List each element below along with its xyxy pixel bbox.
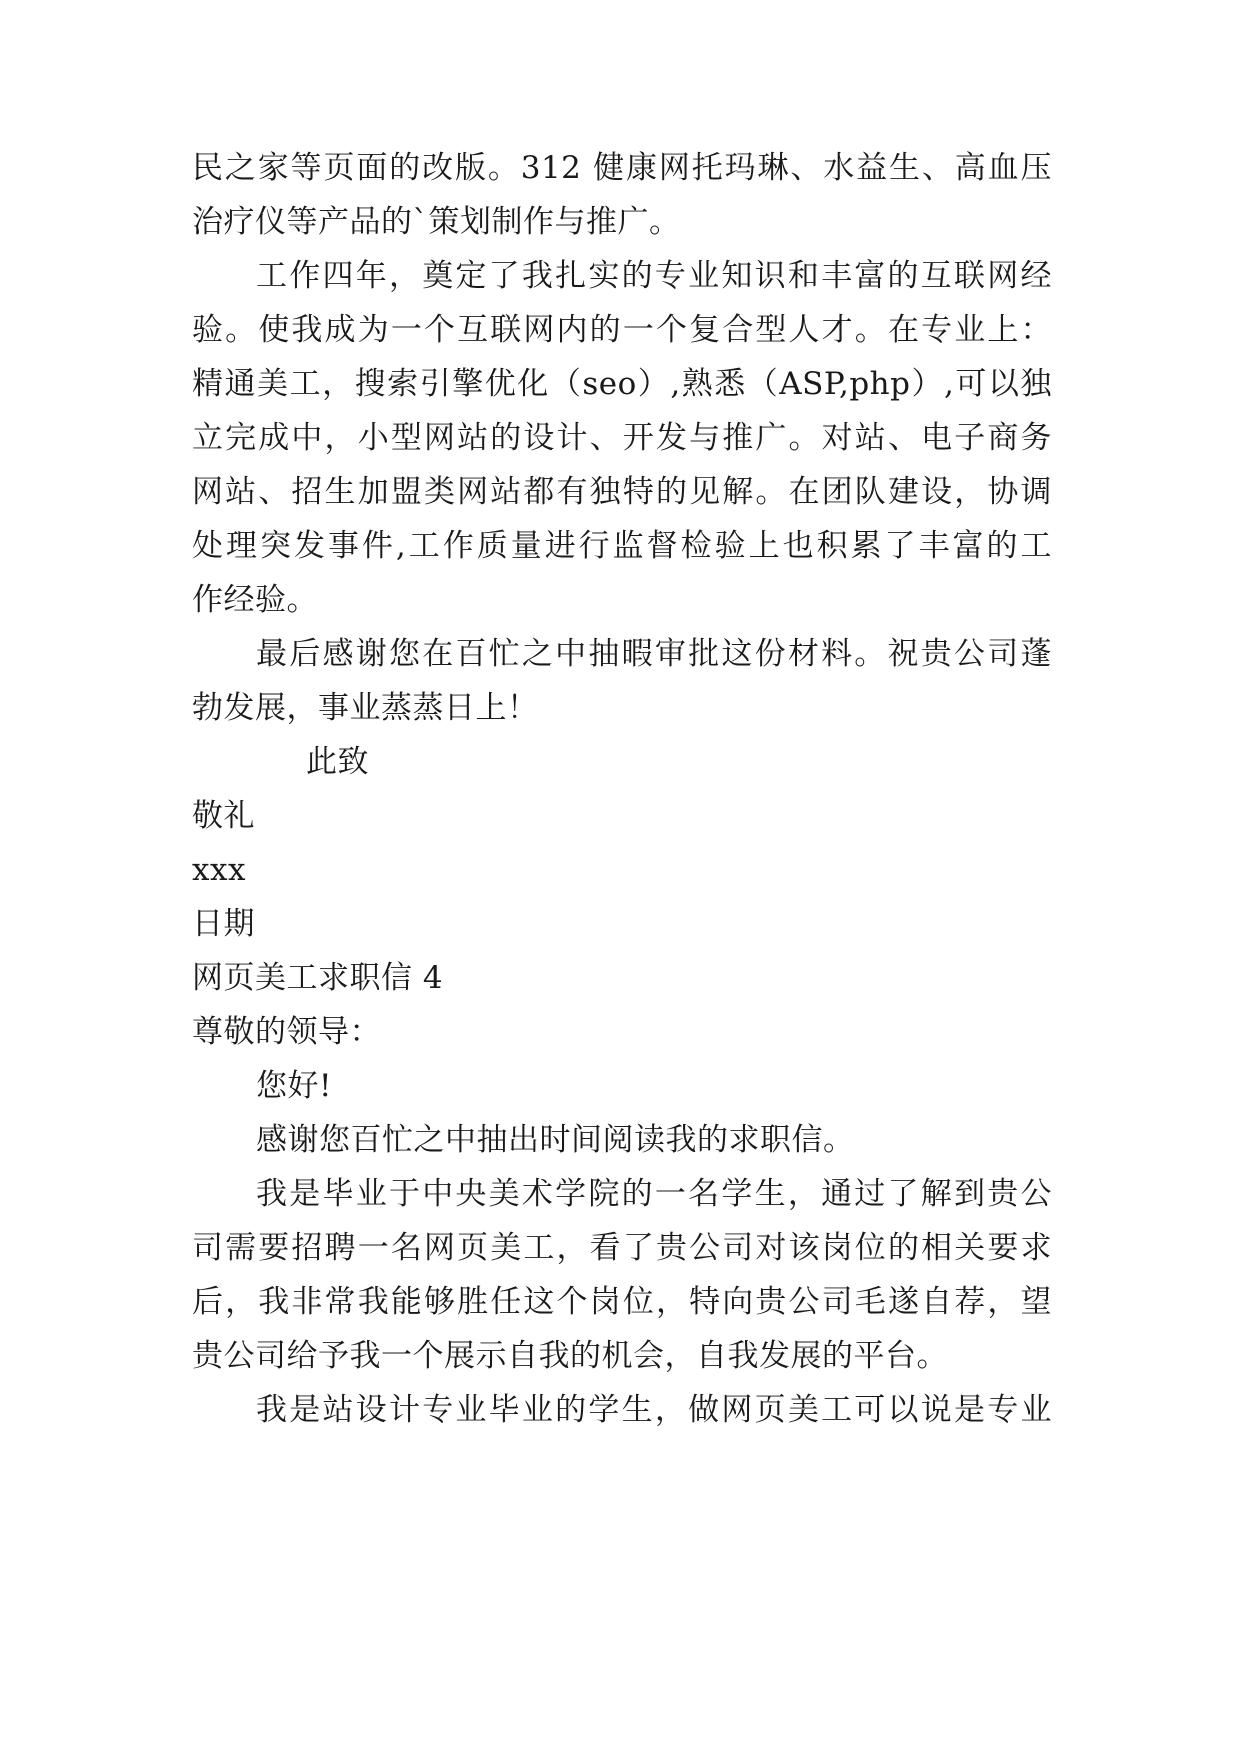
text-line-19: 感谢您百忙之中抽出时间阅读我的求职信。: [256, 1122, 855, 1158]
text-line-6: 立完成中，小型网站的设计、开发与推广。对站、电子商务: [192, 420, 1052, 456]
text-line-2: 治疗仪等产品的`策划制作与推广。: [192, 204, 681, 240]
text-line-3: 工作四年，奠定了我扎实的专业知识和丰富的互联网经: [256, 258, 1052, 294]
section-title: 网页美工求职信 4: [192, 960, 444, 996]
closing-respect: 敬礼: [192, 798, 255, 834]
text-line-7: 网站、招生加盟类网站都有独特的见解。在团队建设，协调: [192, 474, 1052, 510]
text-line-22: 后，我非常我能够胜任这个岗位，特向贵公司毛遂自荐，望: [192, 1284, 1052, 1320]
text-line-9: 作经验。: [192, 582, 318, 618]
text-line-20: 我是毕业于中央美术学院的一名学生，通过了解到贵公: [256, 1176, 1052, 1212]
greeting-recipient: 尊敬的领导：: [192, 1014, 381, 1050]
signature-date: 日期: [192, 906, 255, 942]
text-line-21: 司需要招聘一名网页美工，看了贵公司对该岗位的相关要求: [192, 1230, 1052, 1266]
text-line-1: 民之家等页面的改版。312 健康网托玛琳、水益生、高血压: [192, 150, 1052, 186]
greeting-hello: 您好!: [256, 1068, 332, 1104]
text-line-10: 最后感谢您在百忙之中抽暇审批这份材料。祝贵公司蓬: [256, 636, 1052, 672]
text-line-11: 勃发展，事业蒸蒸日上！: [192, 690, 539, 726]
text-line-8: 处理突发事件,工作质量进行监督检验上也积累了丰富的工: [192, 528, 1052, 564]
text-line-4: 验。使我成为一个互联网内的一个复合型人才。在专业上：: [192, 312, 1052, 348]
closing-salutation: 此致: [306, 744, 369, 780]
text-line-23: 贵公司给予我一个展示自我的机会，自我发展的平台。: [192, 1338, 948, 1374]
text-line-24: 我是站设计专业毕业的学生，做网页美工可以说是专业: [256, 1392, 1052, 1428]
signature-name: xxx: [192, 852, 246, 888]
text-line-5: 精通美工，搜索引擎优化（seo）,熟悉（ASP,php）,可以独: [192, 366, 1052, 402]
